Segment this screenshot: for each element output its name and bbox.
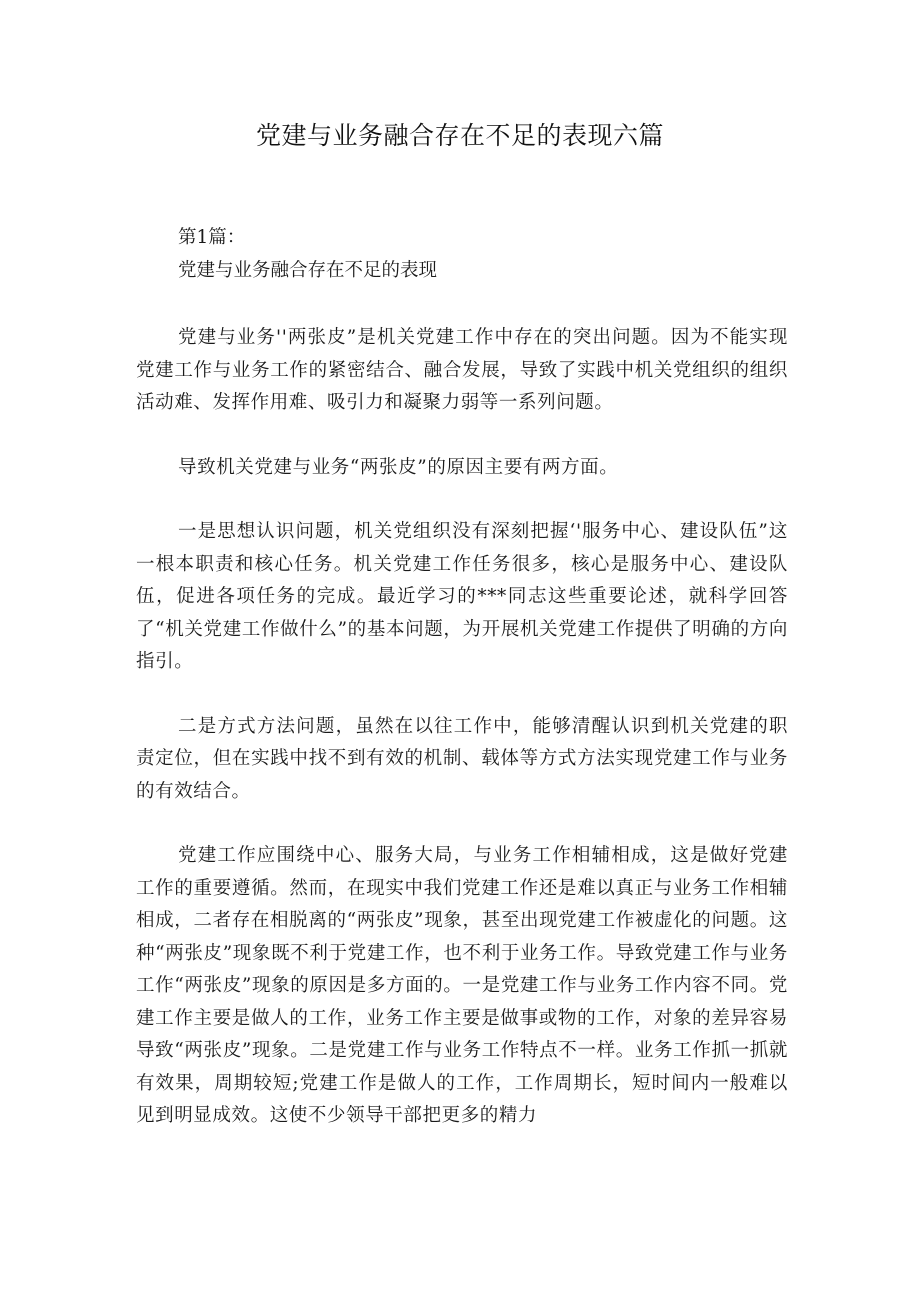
spacer <box>136 679 788 711</box>
section-title: 党建与业务融合存在不足的表现 <box>178 259 438 281</box>
section-label: 第1篇： <box>178 227 246 248</box>
paragraph-3: 一是思想认识问题，机关党组织没有深刻把握‘'服务中心、建设队伍”这一根本职责和核心任务。机关党建工作任务很多，核心是服务中心、建设队伍，促进各项任务的完成。最近学习的***同志这些重要论述，就科学回答了“机关党建工作做什么”的基本问题，为开展机关党建工作提供了明确的方向指引。 <box>136 521 788 672</box>
spacer <box>136 420 788 452</box>
paragraph-1: 党建与业务''两张皮”是机关党建工作中存在的突出问题。因为不能实现党建工作与业务工作的紧密结合、融合发展，导致了实践中机关党组织的组织活动难、发挥作用难、吸引力和凝聚力弱等一系列问题。 <box>136 327 788 413</box>
spacer <box>136 808 788 840</box>
document-title: 党建与业务融合存在不足的表现六篇 <box>255 121 664 150</box>
document-body <box>136 222 788 1133</box>
paragraph-4: 二是方式方法问题，虽然在以往工作中，能够清醒认识到机关党建的职责定位，但在实践中找不到有效的机制、载体等方式方法实现党建工作与业务的有效结合。 <box>136 715 788 802</box>
spacer <box>136 484 788 516</box>
spacer <box>136 287 788 322</box>
paragraph-2: 导致机关党建与业务“两张皮”的原因主要有两方面。 <box>178 456 619 478</box>
paragraph-5: 党建工作应围绕中心、服务大局，与业务工作相辅相成，这是做好党建工作的重要遵循。然而，在现实中我们党建工作还是难以真正与业务工作相辅相成，二者存在相脱离的“两张皮”现象，甚至出现党建工作被虚化的问题。这种“两张皮”现象既不利于党建工作，也不利于业务工作。导致党建工作与业务工作“两张皮”现象的原因是多方面的。一是党建工作与业务工作内容不同。党建工作主要是做人的工作，业务工作主要是做事或物的工作，对象的差异容易导致“两张皮”现象。二是党建工作与业务工作特点不一样。业务工作抓一抓就有效果，周期较短;党建工作是做人的工作，工作周期长，短时间内一般难以见到明显成效。这使不少领导干部把更多的精力 <box>136 845 788 1126</box>
